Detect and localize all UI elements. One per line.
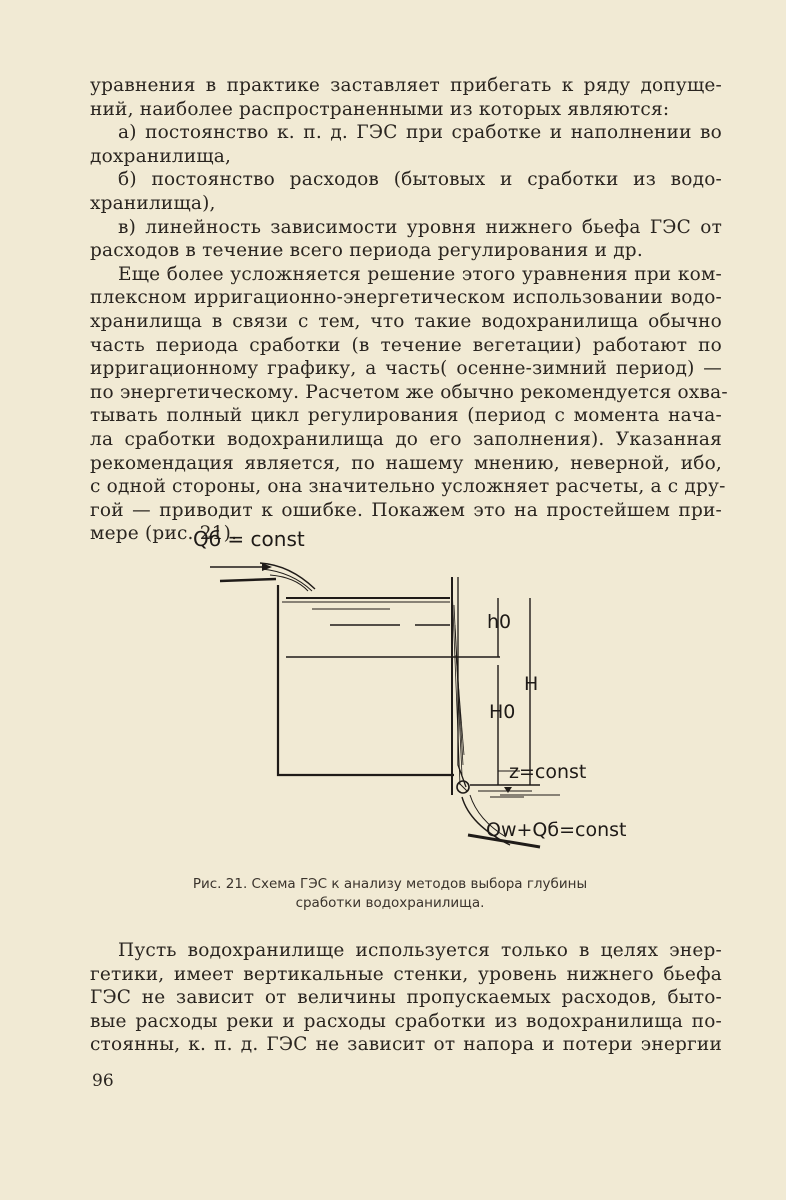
text-line: часть периода сработки (в течение вегетации) работают по	[90, 334, 722, 356]
h0-label: h0	[487, 611, 512, 633]
text-line: гой — приводит к ошибке. Покажем это на простейшем при-	[90, 499, 722, 521]
bottom-paragraph	[90, 939, 722, 1057]
text-line: хранилища),	[90, 192, 216, 214]
outflow-label: Qw+Qб=const	[486, 819, 627, 841]
H0-label: H0	[489, 701, 516, 723]
z-const-label: z=const	[509, 761, 587, 783]
hydro-plant-scheme-figure	[0, 525, 786, 865]
text-line: вые расходы реки и расходы сработки из водохранилища по-	[90, 1010, 722, 1032]
list-item-a: а) постоянство к. п. д. ГЭС при сработке и наполнении во	[118, 122, 722, 144]
text-line: рекомендация является, по нашему мнению, неверной, ибо,	[90, 452, 722, 474]
text-line: уравнения в практике заставляет прибегать к ряду допуще-	[90, 75, 722, 96]
page-number: 96	[92, 1071, 114, 1091]
text-line: дохранилища,	[90, 145, 232, 167]
figure-caption	[150, 875, 630, 913]
caption-line-1: Рис. 21. Схема ГЭС к анализу методов выбора глубины	[192, 876, 588, 892]
text-line: по энергетическому. Расчетом же обычно рекомендуется охва-	[90, 381, 728, 403]
text-line: ирригационному графику, а часть( осенне-зимний период) —	[90, 358, 722, 380]
list-item-b: б) постоянство расходов (бытовых и сработки из водо-	[118, 169, 722, 191]
text-line: плексном ирригационно-энергетическом использовании водо-	[90, 287, 722, 309]
text-line: ла сработки водохранилища до его заполнения). Указанная	[90, 428, 722, 450]
text-line: расходов в течение всего периода регулирования и др.	[90, 240, 643, 262]
list-item-c: в) линейность зависимости уровня нижнего бьефа ГЭС от	[118, 216, 722, 238]
scheme-drawing	[0, 525, 786, 865]
text-line: Еще более усложняется решение этого уравнения при ком-	[118, 263, 722, 285]
caption-line-2: сработки водохранилища.	[295, 895, 485, 911]
text-line: ГЭС не зависит от величины пропускаемых расходов, быто-	[90, 987, 722, 1009]
text-line: стоянны, к. п. д. ГЭС не зависит от напора и потери энергии	[90, 1034, 722, 1056]
text-line: гетики, имеет вертикальные стенки, уровень нижнего бьефа	[90, 963, 722, 985]
text-line: Пусть водохранилище используется только в целях энер-	[118, 940, 722, 961]
H-label: H	[524, 673, 539, 695]
text-line: тывать полный цикл регулирования (период с момента нача-	[90, 405, 722, 427]
text-line: хранилища в связи с тем, что такие водохранилища обычно	[90, 310, 722, 332]
text-line: мере (рис. 21).	[90, 523, 238, 545]
text-line: ний, наиболее распространенными из которых являются:	[90, 98, 670, 120]
text-line: с одной стороны, она значительно усложняет расчеты, а с дру-	[90, 476, 726, 498]
inflow-label: Qб = const	[193, 527, 305, 551]
top-paragraph	[90, 74, 728, 546]
